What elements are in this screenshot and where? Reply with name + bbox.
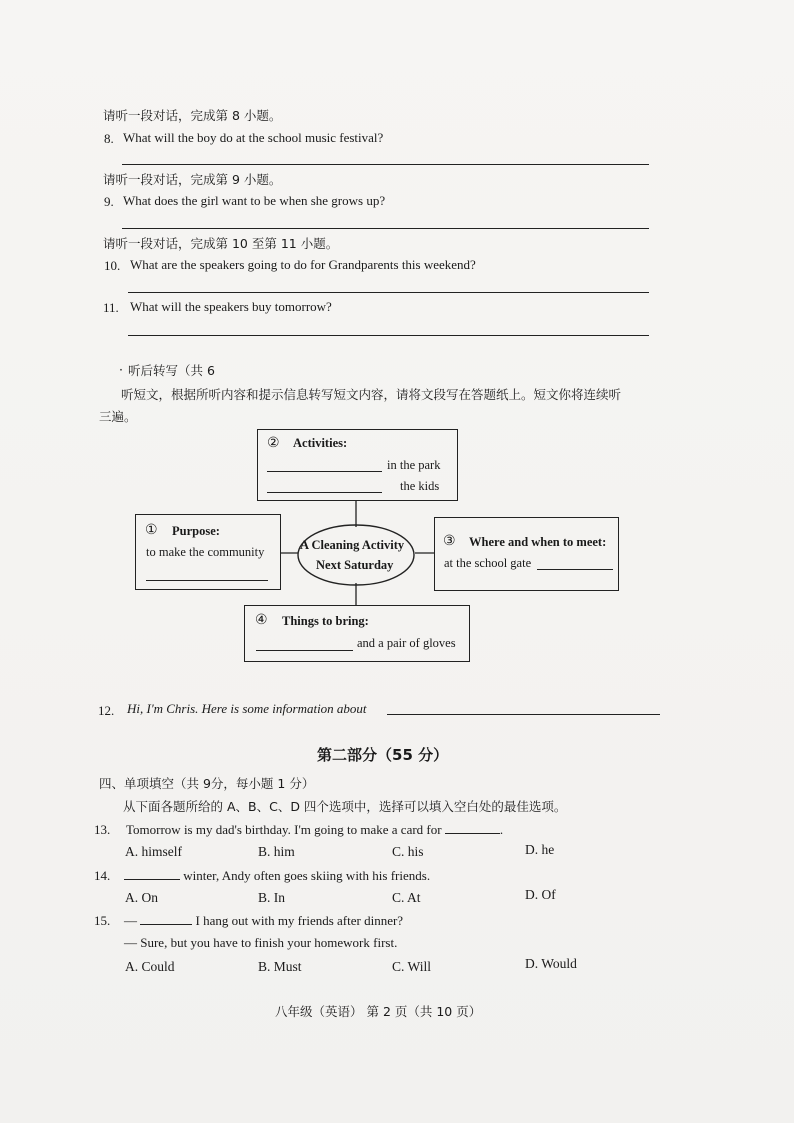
box4-blank — [256, 650, 353, 651]
center-title-line2: Next Saturday — [316, 558, 394, 572]
center-title-line1: A Cleaning Activity — [300, 538, 405, 552]
q13-option-c: C. his — [392, 844, 424, 859]
instruction-q9: 请听一段对话，完成第 9 小题。 — [103, 172, 282, 187]
box3-line1: at the school gate — [444, 556, 532, 570]
instruction-q8: 请听一段对话，完成第 8 小题。 — [103, 108, 282, 123]
question-10-number: 10. — [104, 258, 121, 273]
box3-title: Where and when to meet: — [469, 535, 607, 549]
question-15-number: 15. — [94, 913, 111, 928]
question-13-blank — [445, 821, 500, 834]
question-14-stem: winter, Andy often goes skiing with his friends. — [183, 868, 431, 883]
q13-option-a: A. himself — [125, 844, 182, 859]
question-8-number: 8. — [104, 131, 114, 146]
box1-line1: to make the community — [146, 545, 265, 559]
q13-option-b: B. him — [258, 844, 295, 859]
question-12-number: 12. — [98, 703, 115, 718]
box3-blank — [537, 569, 613, 570]
q15-option-d: D. Would — [525, 956, 577, 971]
question-15-stem: I hang out with my friends after dinner? — [195, 913, 404, 928]
section3-instruction-line1: 听短文，根据所听内容和提示信息转写短文内容，请将文段写在答题纸上。短文你将连续听 — [121, 387, 622, 402]
answer-line-12 — [387, 714, 660, 715]
page-footer: 八年级（英语） 第 2 页（共 10 页） — [275, 1004, 482, 1019]
question-13-stem: Tomorrow is my dad's birthday. I'm going to make a card for — [126, 822, 442, 837]
q14-option-b: B. In — [258, 890, 285, 905]
bullet-mark: · — [119, 362, 123, 377]
question-13-end: . — [499, 822, 504, 837]
section4-instruction: 从下面各题所给的 A、B、C、D 四个选项中，选择可以填入空白处的最佳选项。 — [123, 799, 567, 814]
question-15-blank — [140, 912, 192, 925]
box2-title: Activities: — [293, 436, 348, 450]
box2-line2-suffix: the kids — [400, 479, 440, 493]
section4-title: 四、单项填空（共 9分，每小题 1 分） — [99, 776, 315, 791]
q14-option-d: D. Of — [525, 887, 556, 902]
question-11-text: What will the speakers buy tomorrow? — [130, 299, 332, 314]
question-12-text: Hi, I'm Chris. Here is some information about — [127, 701, 367, 716]
q15-option-b: B. Must — [258, 959, 302, 974]
box-where-when — [434, 517, 619, 591]
box2-number: ② — [267, 436, 280, 451]
question-15-reply: — Sure, but you have to finish your homework first. — [124, 935, 398, 950]
part2-title: 第二部分（55 分） — [317, 746, 449, 764]
box3-number: ③ — [443, 534, 456, 549]
question-13-text — [126, 821, 503, 838]
instruction-q10-11: 请听一段对话，完成第 10 至第 11 小题。 — [103, 236, 339, 251]
box2-line1-suffix: in the park — [387, 458, 441, 472]
question-13-number: 13. — [94, 822, 111, 837]
question-15-dash: — — [124, 913, 137, 928]
question-10-text: What are the speakers going to do for Grandparents this weekend? — [130, 257, 476, 272]
q13-option-d: D. he — [525, 842, 555, 857]
box4-number: ④ — [255, 613, 268, 628]
question-14-blank — [124, 867, 180, 880]
box1-number: ① — [145, 523, 158, 538]
question-11-number: 11. — [103, 300, 119, 315]
q14-option-a: A. On — [125, 890, 158, 905]
section3-title: 听后转写（共 6 — [128, 363, 215, 378]
q14-option-c: C. At — [392, 890, 421, 905]
q15-option-c: C. Will — [392, 959, 431, 974]
box4-line1-suffix: and a pair of gloves — [357, 636, 456, 650]
question-9-number: 9. — [104, 194, 114, 209]
box4-title: Things to bring: — [282, 614, 369, 628]
question-14-number: 14. — [94, 868, 111, 883]
box1-title: Purpose: — [172, 524, 220, 538]
box1-blank — [146, 580, 268, 581]
question-15-text — [124, 912, 403, 929]
q15-option-a: A. Could — [125, 959, 175, 974]
question-9-text: What does the girl want to be when she grows up? — [123, 193, 386, 208]
section3-instruction-line2: 三遍。 — [99, 409, 137, 424]
question-14-text — [124, 867, 430, 884]
box2-blank-1 — [267, 471, 382, 472]
box2-blank-2 — [267, 492, 382, 493]
question-8-text: What will the boy do at the school music festival? — [123, 130, 384, 145]
